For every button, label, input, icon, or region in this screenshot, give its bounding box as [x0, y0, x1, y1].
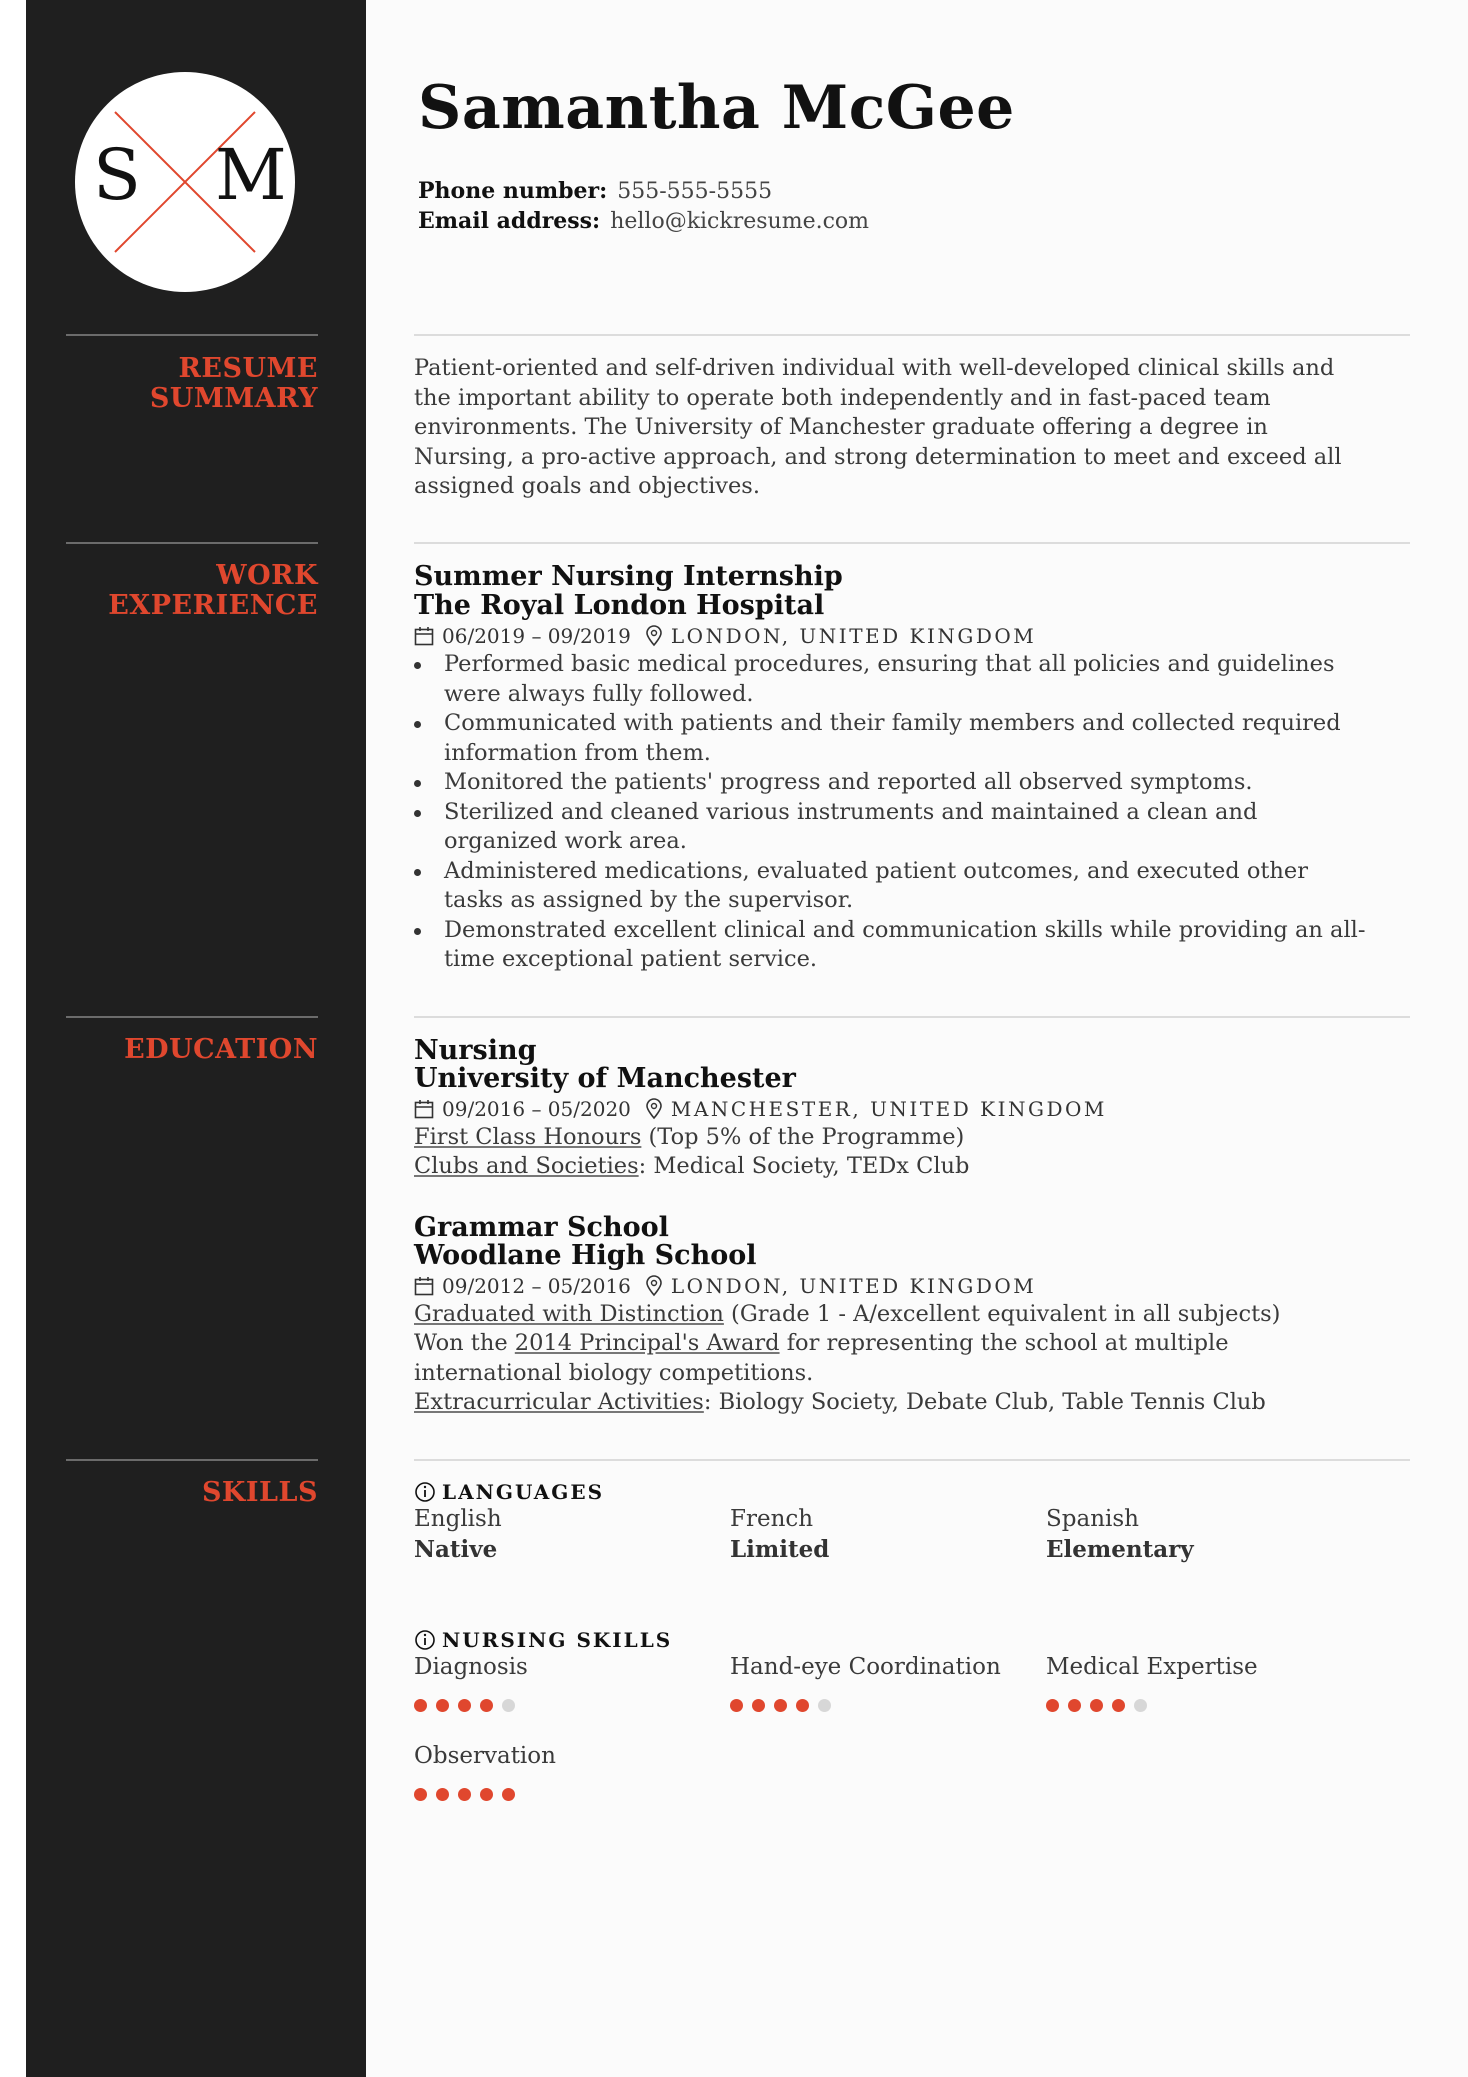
rating-dot-filled [436, 1699, 449, 1712]
education-detail: Won the 2014 Principal's Award for representing the school at multiple international biology competitions. [414, 1330, 1229, 1386]
education-dates: 09/2016 – 05/2020 [442, 1097, 631, 1121]
rating-dot-filled [752, 1699, 765, 1712]
calendar-icon [414, 1276, 434, 1296]
email-row [418, 206, 869, 237]
education-section-label: EDUCATION [124, 1034, 318, 1065]
language-name: English [414, 1506, 502, 1532]
education-dates: 09/2012 – 05/2016 [442, 1274, 631, 1298]
sidebar-divider [66, 1459, 318, 1461]
list-item: Demonstrated excellent clinical and communication skills while providing an all-time exceptional patient service. [414, 916, 1374, 975]
rating-dot-filled [458, 1788, 471, 1801]
education-meta [414, 1272, 1036, 1300]
sidebar-divider [66, 542, 318, 544]
list-item: Performed basic medical procedures, ensuring that all policies and guidelines were always fully followed. [414, 650, 1374, 709]
list-item: Sterilized and cleaned various instruments and maintained a clean and organized work area. [414, 798, 1374, 857]
job-dates: 06/2019 – 09/2019 [442, 624, 631, 648]
monogram-logo [75, 72, 295, 292]
location-pin-icon [645, 1275, 663, 1297]
job-location: LONDON, UNITED KINGDOM [670, 624, 1037, 648]
summary-text: Patient-oriented and self-driven individual with well-developed clinical skills and the important ability to operate both independently and in fast-paced team environments. The University of Manchester graduate offering a degree in Nursing, a pro-active approach, and strong determination to meet and exceed all assigned goals and objectives. [414, 355, 1342, 499]
languages-heading: LANGUAGES [414, 1480, 604, 1504]
sidebar-divider [66, 334, 318, 336]
rating-dot-filled [436, 1788, 449, 1801]
education-title: Nursing [414, 1035, 537, 1066]
clubs-link[interactable]: Clubs and Societies [414, 1153, 639, 1179]
work-section-label: WORK EXPERIENCE [108, 560, 318, 621]
language-name: French [730, 1506, 814, 1532]
skill-name: Hand-eye Coordination [730, 1654, 1001, 1680]
rating-dot-filled [774, 1699, 787, 1712]
candidate-name: Samantha McGee [418, 73, 1015, 143]
location-pin-icon [645, 625, 663, 647]
job-bullet-list [414, 650, 1374, 975]
skill-name: Observation [414, 1743, 556, 1769]
skill-name: Diagnosis [414, 1654, 528, 1680]
job-meta [414, 622, 1036, 650]
honours-link[interactable]: First Class Honours [414, 1124, 642, 1150]
rating-dot-filled [1112, 1699, 1125, 1712]
rating-dot-empty [502, 1699, 515, 1712]
phone-row [418, 176, 772, 207]
list-item: Administered medications, evaluated patient outcomes, and executed other tasks as assigned by the supervisor. [414, 857, 1374, 916]
education-detail: First Class Honours (Top 5% of the Programme) [414, 1124, 965, 1150]
education-location: MANCHESTER, UNITED KINGDOM [670, 1097, 1107, 1121]
rating-dot-filled [796, 1699, 809, 1712]
language-level: Limited [730, 1536, 830, 1563]
rating-dot-empty [818, 1699, 831, 1712]
sidebar-divider [66, 1016, 318, 1018]
rating-dot-filled [414, 1788, 427, 1801]
education-title: Grammar School [414, 1212, 669, 1243]
rating-dot-filled [480, 1788, 493, 1801]
monogram-first-letter: S [93, 134, 141, 216]
info-icon [414, 1629, 436, 1651]
rating-dot-filled [1090, 1699, 1103, 1712]
education-institution: University of Manchester [414, 1063, 796, 1094]
language-name: Spanish [1046, 1506, 1139, 1532]
rating-dot-filled [1046, 1699, 1059, 1712]
list-item: Communicated with patients and their family members and collected required information from them. [414, 709, 1374, 768]
section-divider [414, 542, 1410, 544]
calendar-icon [414, 1099, 434, 1119]
language-level: Native [414, 1536, 498, 1563]
education-detail: Extracurricular Activities: Biology Society, Debate Club, Table Tennis Club [414, 1389, 1266, 1415]
education-detail: Graduated with Distinction (Grade 1 - A/excellent equivalent in all subjects) [414, 1301, 1281, 1327]
list-item: Monitored the patients' progress and reported all observed symptoms. [414, 768, 1374, 798]
skill-rating [1046, 1699, 1147, 1712]
education-location: LONDON, UNITED KINGDOM [670, 1274, 1037, 1298]
monogram-second-letter: M [215, 134, 287, 216]
job-title: Summer Nursing Internship [414, 561, 843, 592]
education-institution: Woodlane High School [414, 1240, 757, 1271]
education-meta [414, 1095, 1107, 1123]
job-organization: The Royal London Hospital [414, 590, 825, 621]
skill-rating [414, 1788, 515, 1801]
email-label: Email address: [418, 208, 601, 234]
calendar-icon [414, 626, 434, 646]
rating-dot-filled [1068, 1699, 1081, 1712]
skills-section-label: SKILLS [201, 1477, 318, 1508]
info-icon [414, 1481, 436, 1503]
award-link[interactable]: 2014 Principal's Award [514, 1330, 780, 1356]
rating-dot-filled [730, 1699, 743, 1712]
rating-dot-filled [458, 1699, 471, 1712]
rating-dot-filled [502, 1788, 515, 1801]
location-pin-icon [645, 1098, 663, 1120]
phone-value: 555-555-5555 [617, 179, 773, 204]
language-level: Elementary [1046, 1536, 1194, 1563]
skill-rating [414, 1699, 515, 1712]
rating-dot-empty [1134, 1699, 1147, 1712]
phone-label: Phone number: [418, 178, 608, 204]
education-detail: Clubs and Societies: Medical Society, TEDx Club [414, 1153, 970, 1179]
extracurricular-link[interactable]: Extracurricular Activities [414, 1389, 704, 1415]
rating-dot-filled [480, 1699, 493, 1712]
email-value[interactable]: hello@kickresume.com [610, 209, 870, 234]
summary-section-label: RESUME SUMMARY [149, 353, 318, 414]
distinction-link[interactable]: Graduated with Distinction [414, 1301, 724, 1327]
skill-rating [730, 1699, 831, 1712]
section-divider [414, 334, 1410, 336]
nursing-skills-heading: NURSING SKILLS [414, 1628, 672, 1652]
skill-name: Medical Expertise [1046, 1654, 1258, 1680]
rating-dot-filled [414, 1699, 427, 1712]
section-divider [414, 1459, 1410, 1461]
section-divider [414, 1016, 1410, 1018]
